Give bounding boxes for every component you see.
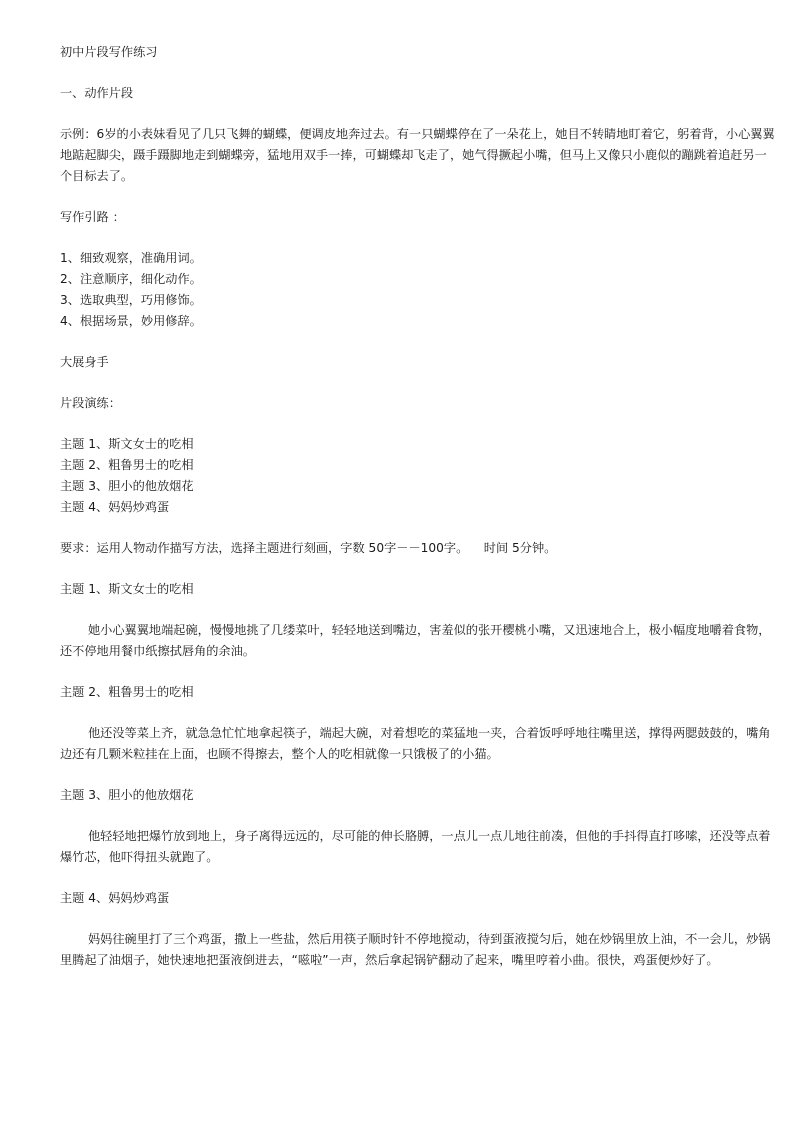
answer-topic-heading: 主题 4、妈妈炒鸡蛋 — [60, 891, 170, 905]
topic-item: 主题 2、粗鲁男士的吃相 — [60, 458, 194, 472]
guide-item: 2、注意顺序，细化动作。 — [60, 272, 202, 286]
document-page — [60, 42, 776, 971]
topic-item: 主题 4、妈妈炒鸡蛋 — [60, 500, 170, 514]
topic-item: 主题 1、斯文女士的吃相 — [60, 437, 194, 451]
section-heading: 一、动作片段 — [60, 86, 134, 100]
topic-item: 主题 3、胆小的他放烟花 — [60, 479, 194, 493]
requirement-time: 时间 5分钟。 — [483, 541, 557, 555]
requirement-text: 要求：运用人物动作描写方法，选择主题进行刻画，字数 50字－－100字。 — [60, 541, 469, 555]
practice-heading: 片段演练： — [60, 396, 121, 410]
guide-item: 4、根据场景，妙用修辞。 — [60, 314, 202, 328]
answer-paragraph: 他还没等菜上齐，就急急忙忙地拿起筷子，端起大碗，对着想吃的菜猛地一夹，合着饭呼呼地往嘴里送，撑得两腮鼓鼓的，嘴角边还有几颗米粒挂在上面，也顾不得擦去，整个人的吃相就像一只饿极了的小猫。 — [60, 726, 771, 761]
answer-paragraph: 妈妈往碗里打了三个鸡蛋，撒上一些盐，然后用筷子顺时针不停地搅动，待到蛋液搅匀后，她在炒锅里放上油，不一会儿，炒锅里腾起了油烟子，她快速地把蛋液倒进去，“嗞啦”一声，然后拿起锅铲翻动了起来，嘴里哼着小曲。很快，鸡蛋便炒好了。 — [60, 932, 771, 967]
example-paragraph: 示例：6岁的小表妹看见了几只飞舞的蝴蝶，便调皮地奔过去。有一只蝴蝶停在了一朵花上，她目不转睛地盯着它，躬着背，小心翼翼地踮起脚尖，蹑手蹑脚地走到蝴蝶旁，猛地用双手一捧，可蝴蝶却飞走了，她气得撅起小嘴，但马上又像只小鹿似的蹦跳着追赶另一个目标去了。 — [60, 127, 775, 183]
guide-item: 3、选取典型，巧用修饰。 — [60, 293, 202, 307]
answer-paragraph: 他轻轻地把爆竹放到地上，身子离得远远的，尽可能的伸长胳膊，一点儿一点儿地往前凑，但他的手抖得直打哆嗦，还没等点着爆竹芯，他吓得扭头就跑了。 — [60, 829, 771, 864]
answer-paragraph: 她小心翼翼地端起碗，慢慢地挑了几缕菜叶，轻轻地送到嘴边，害羞似的张开樱桃小嘴，又迅速地合上，极小幅度地嚼着食物，还不停地用餐巾纸擦拭唇角的余油。 — [60, 623, 771, 658]
document-title: 初中片段写作练习 — [60, 45, 158, 59]
guide-heading: 写作引路 ： — [60, 210, 125, 224]
guide-item: 1、细致观察，准确用词。 — [60, 251, 202, 265]
show-heading: 大展身手 — [60, 355, 109, 369]
answer-topic-heading: 主题 3、胆小的他放烟花 — [60, 788, 194, 802]
requirement-line — [60, 538, 776, 559]
answer-topic-heading: 主题 2、粗鲁男士的吃相 — [60, 685, 194, 699]
answer-topic-heading: 主题 1、斯文女士的吃相 — [60, 582, 194, 596]
